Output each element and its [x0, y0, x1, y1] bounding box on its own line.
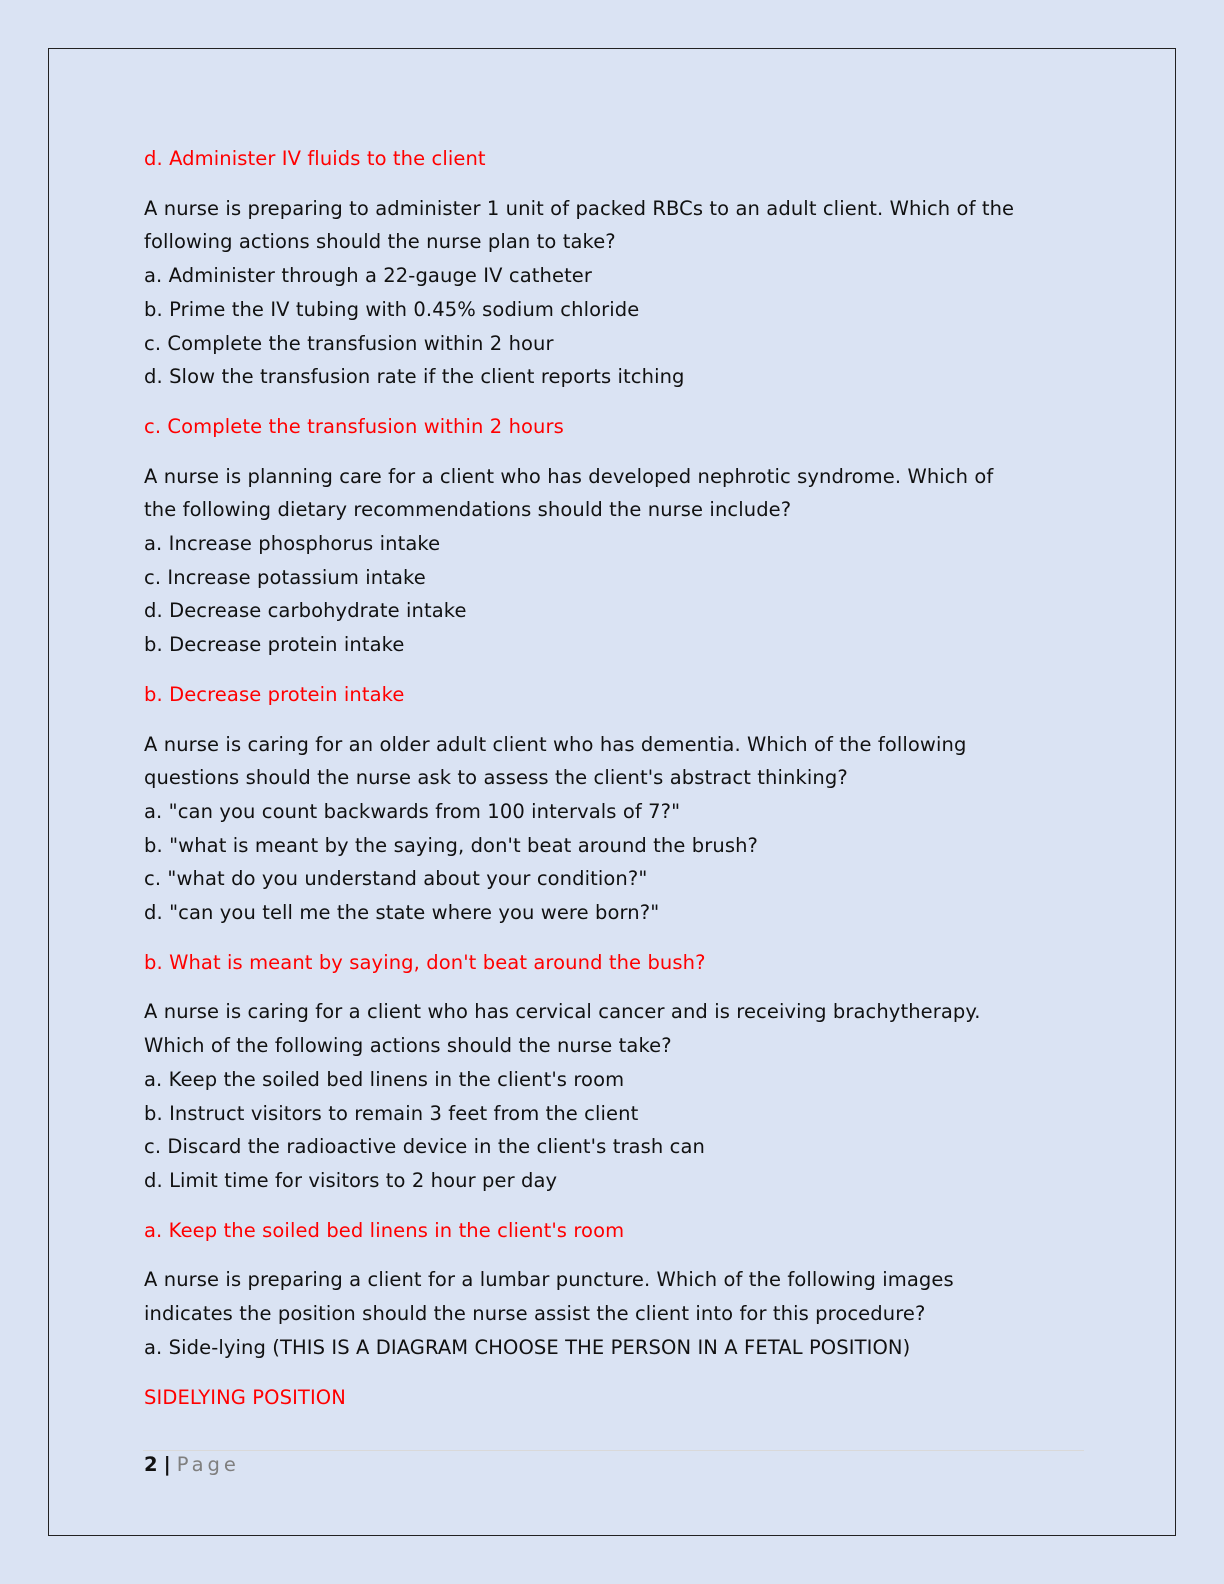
question-text: indicates the position should the nurse assist the client into for this procedure? [144, 1302, 926, 1326]
option-line: d. Limit time for visitors to 2 hour per day [144, 1168, 558, 1192]
question-text: A nurse is preparing to administer 1 unit of packed RBCs to an adult client. Which of the [144, 196, 1015, 220]
question-text: questions should the nurse ask to assess the client's abstract thinking? [144, 766, 848, 790]
option-line: c. "what do you understand about your condition?" [144, 867, 648, 891]
option-line: a. "can you count backwards from 100 intervals of 7?" [144, 799, 681, 823]
footer-divider [143, 1450, 1084, 1451]
answer-block-5 [144, 1214, 1044, 1248]
document-body [144, 142, 1044, 1430]
answer-block-2 [144, 410, 1044, 444]
option-line: a. Administer through a 22-gauge IV catheter [144, 264, 593, 288]
question-text: A nurse is planning care for a client who has developed nephrotic syndrome. Which of [144, 464, 994, 488]
option-line: d. "can you tell me the state where you were born?" [144, 901, 660, 925]
answer-block-3 [144, 678, 1044, 712]
page-number: 2 [144, 1453, 158, 1476]
option-line: b. "what is meant by the saying, don't beat around the brush? [144, 833, 759, 857]
answer-line: c. Complete the transfusion within 2 hours [144, 414, 564, 438]
question-text: A nurse is preparing a client for a lumbar puncture. Which of the following images [144, 1268, 954, 1292]
option-line: c. Complete the transfusion within 2 hour [144, 331, 554, 355]
page-label: Page [176, 1453, 240, 1476]
answer-line: b. What is meant by saying, don't beat around the bush? [144, 950, 706, 974]
option-line: c. Discard the radioactive device in the client's trash can [144, 1135, 705, 1159]
question-text: following actions should the nurse plan to take? [144, 230, 616, 254]
question-text: A nurse is caring for a client who has cervical cancer and is receiving brachytherapy. [144, 1000, 981, 1024]
option-line: b. Decrease protein intake [144, 633, 405, 657]
option-line: d. Slow the transfusion rate if the client reports itching [144, 365, 685, 389]
answer-block-6 [144, 1381, 1044, 1415]
answer-line: SIDELYING POSITION [144, 1385, 346, 1409]
option-line: d. Decrease carbohydrate intake [144, 599, 467, 623]
answer-line: d. Administer IV fluids to the client [144, 147, 486, 170]
question-text: A nurse is caring for an older adult client who has dementia. Which of the following [144, 732, 967, 756]
answer-line: a. Keep the soiled bed linens in the client's room [144, 1218, 625, 1242]
option-line: a. Increase phosphorus intake [144, 532, 441, 556]
question-block-4 [144, 728, 1044, 930]
option-line: c. Increase potassium intake [144, 565, 426, 589]
question-block-3 [144, 460, 1044, 662]
question-text: Which of the following actions should the nurse take? [144, 1034, 672, 1058]
question-block-6 [144, 1263, 1044, 1364]
question-text: the following dietary recommendations should the nurse include? [144, 498, 792, 522]
option-line: b. Prime the IV tubing with 0.45% sodium chloride [144, 297, 640, 321]
option-line: a. Keep the soiled bed linens in the client's room [144, 1067, 625, 1091]
question-block-1 [144, 142, 1044, 176]
question-block-2 [144, 192, 1044, 394]
footer-separator: | [163, 1453, 171, 1476]
page-footer [144, 1452, 240, 1478]
answer-block-4 [144, 946, 1044, 980]
option-line: a. Side-lying (THIS IS A DIAGRAM CHOOSE THE PERSON IN A FETAL POSITION) [144, 1335, 911, 1359]
question-block-5 [144, 995, 1044, 1197]
option-line: b. Instruct visitors to remain 3 feet from the client [144, 1101, 639, 1125]
answer-line: b. Decrease protein intake [144, 682, 405, 706]
